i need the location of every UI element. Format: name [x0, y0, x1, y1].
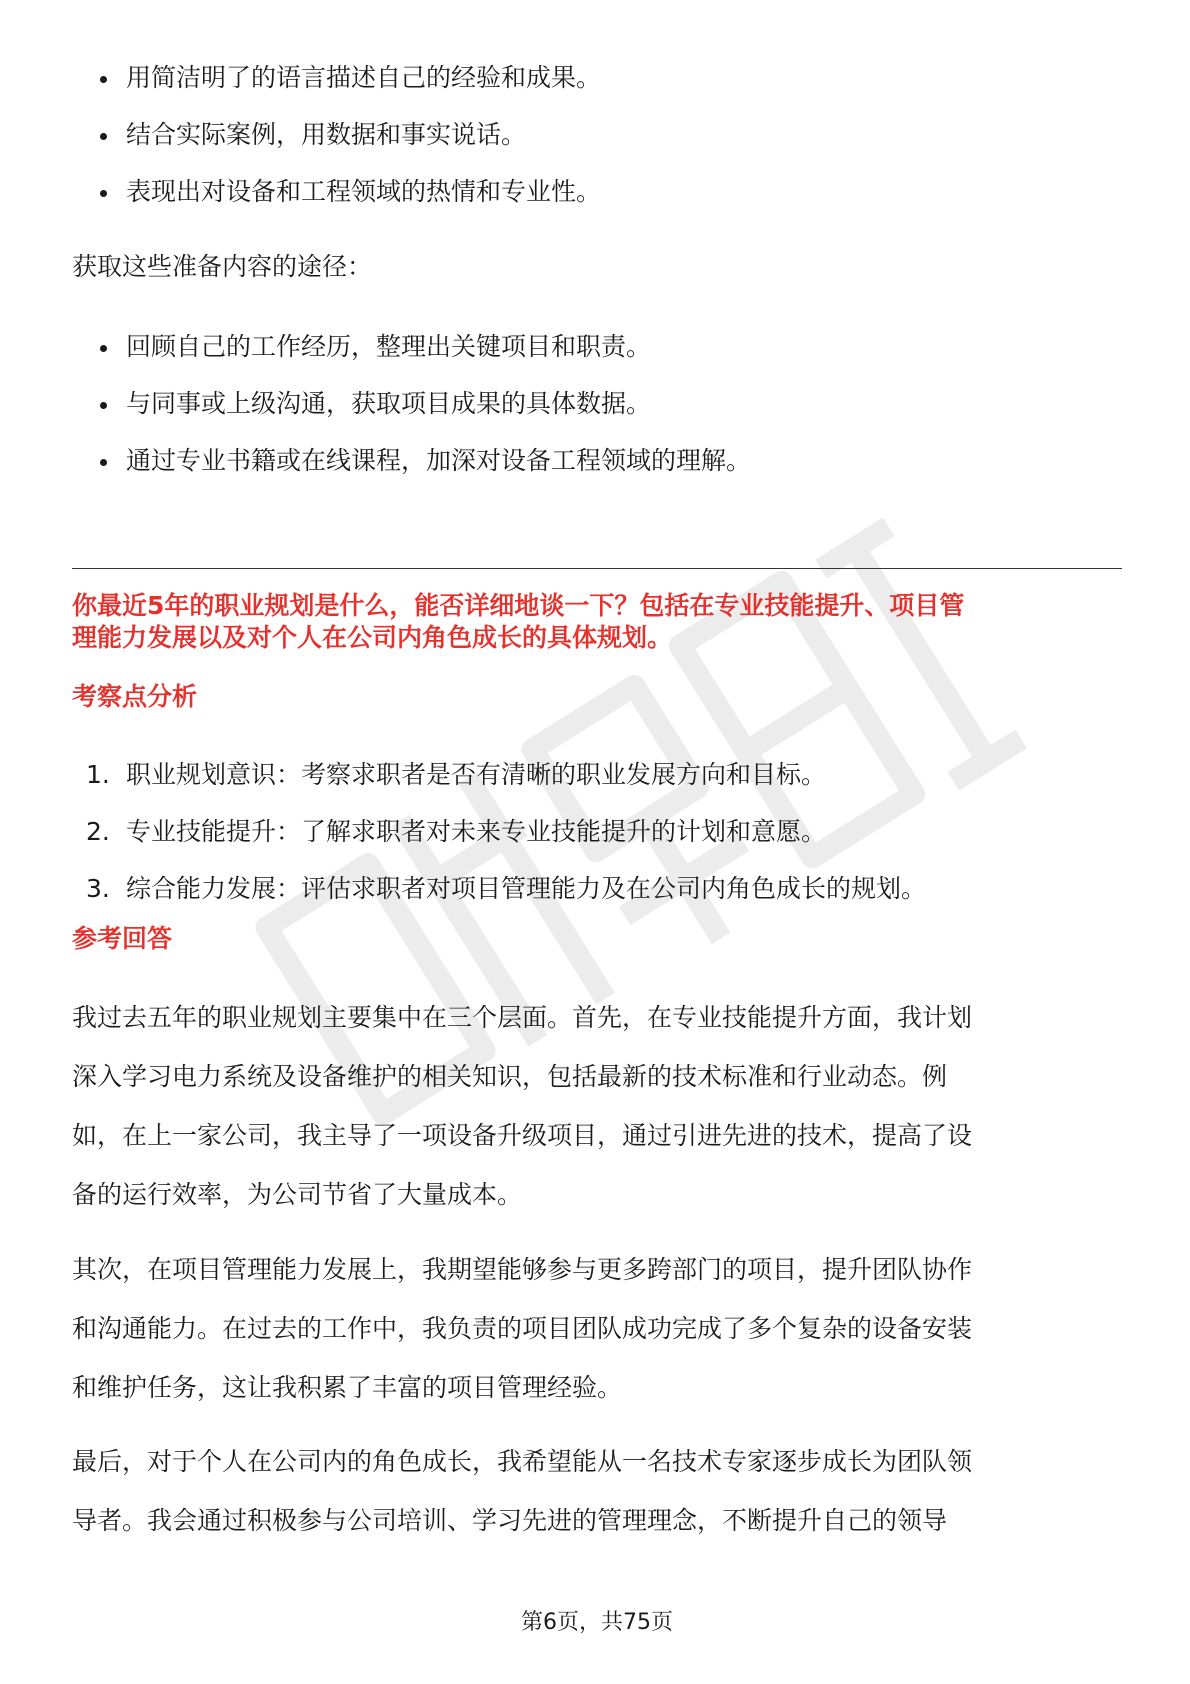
list-item: 通过专业书籍或在线课程，加深对设备工程领域的理解。	[72, 444, 751, 478]
interview-question	[72, 590, 1122, 654]
list-item	[72, 815, 926, 849]
list-item: 与同事或上级沟通，获取项目成果的具体数据。	[72, 387, 751, 421]
answer-paragraph-1	[72, 988, 1122, 1224]
list-item-text: 专业技能提升：了解求职者对未来专业技能提升的计划和意愿。	[126, 817, 827, 846]
paragraph-line: 导者。我会通过积极参与公司培训、学习先进的管理理念，不断提升自己的领导	[72, 1506, 948, 1535]
paragraph-line: 备的运行效率，为公司节省了大量成本。	[72, 1180, 523, 1209]
list-item: 用简洁明了的语言描述自己的经验和成果。	[72, 61, 601, 95]
answer-paragraph-2	[72, 1240, 1122, 1417]
analysis-numbered-list	[72, 758, 926, 929]
section-divider	[72, 568, 1122, 569]
paragraph-line: 其次，在项目管理能力发展上，我期望能够参与更多跨部门的项目，提升团队协作	[72, 1255, 973, 1284]
page-number-footer: 第6页，共75页	[521, 1610, 673, 1635]
question-line: 理能力发展以及对个人在公司内角色成长的具体规划。	[72, 623, 673, 652]
document-page	[72, 0, 1122, 1684]
prep-source-heading: 获取这些准备内容的途径：	[72, 252, 373, 281]
paragraph-line: 如，在上一家公司，我主导了一项设备升级项目，通过引进先进的技术，提高了设	[72, 1121, 973, 1150]
list-item: 回顾自己的工作经历，整理出关键项目和职责。	[72, 330, 751, 364]
list-number: 2.	[86, 817, 110, 846]
answer-heading: 参考回答	[72, 924, 173, 953]
list-item-text: 职业规划意识：考察求职者是否有清晰的职业发展方向和目标。	[126, 760, 827, 789]
paragraph-line: 深入学习电力系统及设备维护的相关知识，包括最新的技术标准和行业动态。例	[72, 1062, 948, 1091]
list-item	[72, 758, 926, 792]
analysis-heading: 考察点分析	[72, 682, 198, 711]
list-number: 3.	[86, 874, 110, 903]
list-number: 1.	[86, 760, 110, 789]
list-item: 表现出对设备和工程领域的热情和专业性。	[72, 175, 601, 209]
list-item	[72, 872, 926, 906]
paragraph-line: 最后，对于个人在公司内的角色成长，我希望能从一名技术专家逐步成长为团队领	[72, 1447, 973, 1476]
paragraph-line: 我过去五年的职业规划主要集中在三个层面。首先，在专业技能提升方面，我计划	[72, 1003, 973, 1032]
answer-paragraph-3	[72, 1432, 1122, 1550]
tips-bullet-list	[72, 61, 601, 232]
paragraph-line: 和沟通能力。在过去的工作中，我负责的项目团队成功完成了多个复杂的设备安装	[72, 1314, 973, 1343]
sources-bullet-list	[72, 330, 751, 501]
paragraph-line: 和维护任务，这让我积累了丰富的项目管理经验。	[72, 1373, 623, 1402]
list-item-text: 综合能力发展：评估求职者对项目管理能力及在公司内角色成长的规划。	[126, 874, 927, 903]
list-item: 结合实际案例，用数据和事实说话。	[72, 118, 601, 152]
question-line: 你最近5年的职业规划是什么，能否详细地谈一下？包括在专业技能提升、项目管	[72, 591, 965, 620]
